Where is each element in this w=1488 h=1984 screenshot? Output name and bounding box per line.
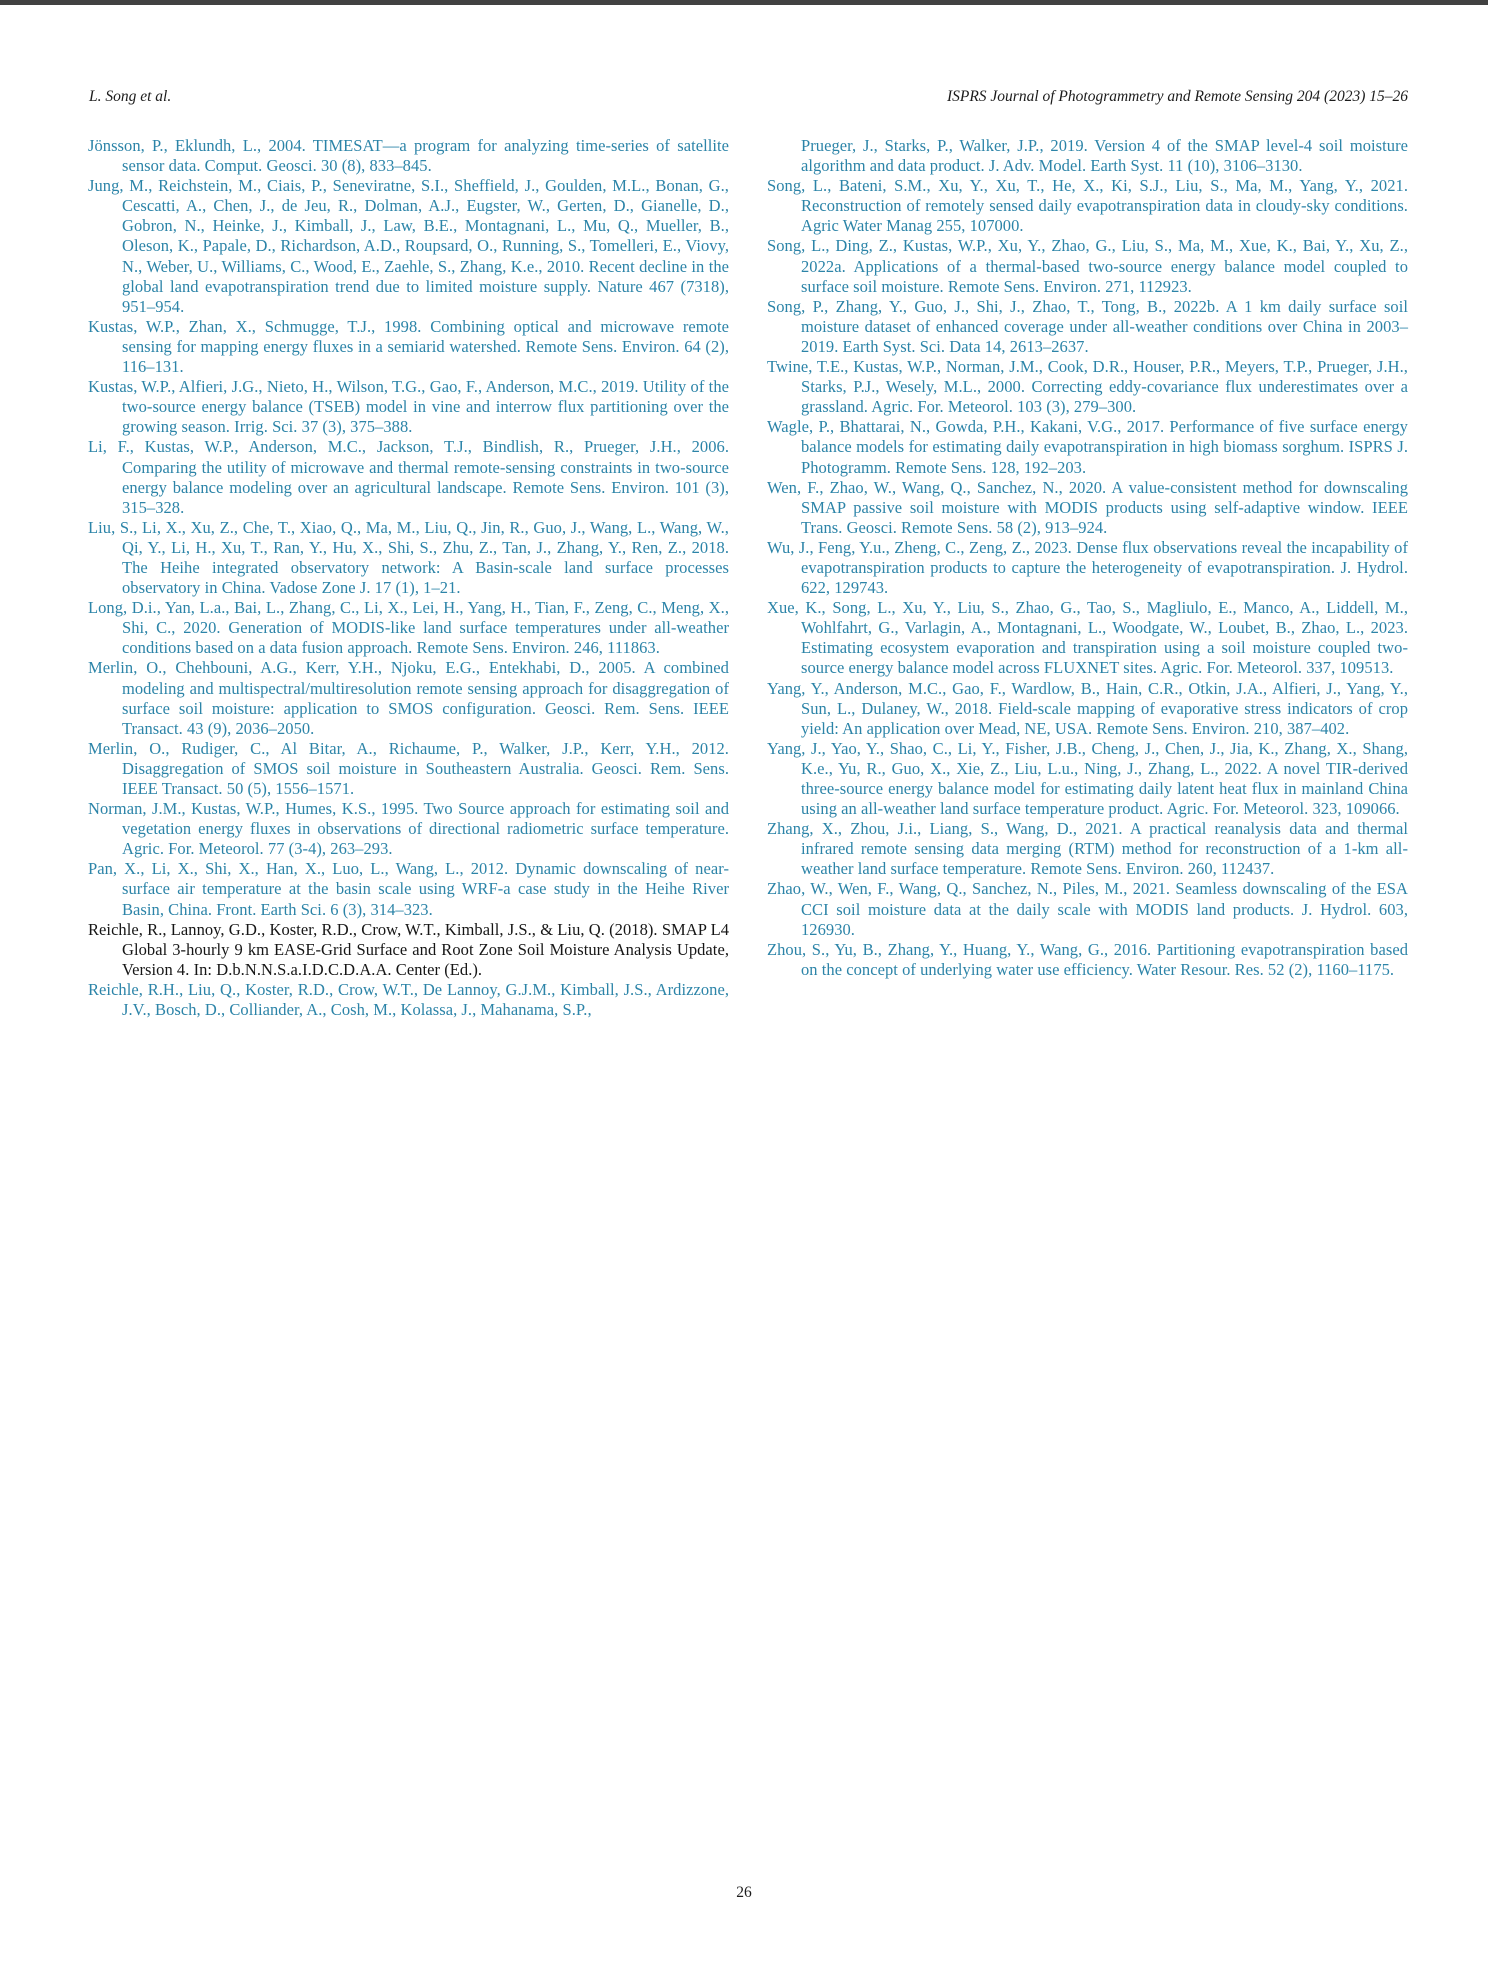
reference-entry[interactable]: Zhao, W., Wen, F., Wang, Q., Sanchez, N., Piles, M., 2021. Seamless downscaling of the ESA CCI soil moisture data at the daily scale with MODIS land products. J. Hydrol. 603, 126930. bbox=[767, 879, 1408, 939]
reference-entry[interactable]: Li, F., Kustas, W.P., Anderson, M.C., Jackson, T.J., Bindlish, R., Prueger, J.H., 2006. Comparing the utility of microwave and thermal remote-sensing constraints in two-source energy balance modeling over an agricultural landscape. Remote Sens. Environ. 101 (3), 315–328. bbox=[88, 437, 729, 517]
reference-entry[interactable]: Kustas, W.P., Zhan, X., Schmugge, T.J., 1998. Combining optical and microwave remote sensing for mapping energy fluxes in a semiarid watershed. Remote Sens. Environ. 64 (2), 116–131. bbox=[88, 316, 729, 377]
page-top-border bbox=[0, 0, 1488, 5]
reference-entry[interactable]: Norman, J.M., Kustas, W.P., Humes, K.S., 1995. Two Source approach for estimating soil and vegetation energy fluxes in observations of directional radiometric surface temperature. Agric. For. Meteorol. 77 (3-4), 263–293. bbox=[88, 799, 729, 859]
page-number: 26 bbox=[736, 1884, 752, 1901]
reference-entry[interactable]: Wagle, P., Bhattarai, N., Gowda, P.H., Kakani, V.G., 2017. Performance of five surface energy balance models for estimating daily evapotranspiration in high biomass sorghum. ISPRS J. Photogramm. Remote Sens. 128, 192–203. bbox=[767, 417, 1408, 477]
running-head-authors: L. Song et al. bbox=[89, 88, 172, 105]
reference-entry[interactable]: Song, P., Zhang, Y., Guo, J., Shi, J., Zhao, T., Tong, B., 2022b. A 1 km daily surface soil moisture dataset of enhanced coverage under all-weather conditions over China in 2003–2019. Earth Syst. Sci. Data 14, 2613–2637. bbox=[767, 296, 1408, 356]
reference-entry[interactable]: Wen, F., Zhao, W., Wang, Q., Sanchez, N., 2020. A value-consistent method for downscaling SMAP passive soil moisture with MODIS products using self-adaptive window. IEEE Trans. Geosci. Remote Sens. 58 (2), 913–924. bbox=[767, 477, 1408, 537]
reference-entry[interactable]: Jung, M., Reichstein, M., Ciais, P., Seneviratne, S.I., Sheffield, J., Goulden, M.L., Bonan, G., Cescatti, A., Chen, J., de Jeu, R., Dolman, A.J., Eugster, W., Gerten, D., Gianelle, D., Gobron, N., Heinke, J., Kimball, J., Law, B.E., Montagnani, L., Mu, Q., Mueller, B., Oleson, K., Papale, D., Richardson, A.D., Roupsard, O., Running, S., Tomelleri, E., Viovy, N., Weber, U., Williams, C., Wood, E., Zaehle, S., Zhang, K.e., 2010. Recent decline in the global land evapotranspiration trend due to limited moisture supply. Nature 467 (7318), 951–954. bbox=[88, 176, 729, 316]
reference-entry[interactable]: Long, D.i., Yan, L.a., Bai, L., Zhang, C., Li, X., Lei, H., Yang, H., Tian, F., Zeng, C., Meng, X., Shi, C., 2020. Generation of MODIS-like land surface temperatures under all-weather conditions based on a data fusion approach. Remote Sens. Environ. 246, 111863. bbox=[88, 598, 729, 658]
reference-entry[interactable]: Song, L., Bateni, S.M., Xu, Y., Xu, T., He, X., Ki, S.J., Liu, S., Ma, M., Yang, Y., 2021. Reconstruction of remotely sensed daily evapotranspiration data in cloudy-sky conditions. Agric Water Manag 255, 107000. bbox=[767, 176, 1408, 236]
reference-entry[interactable]: Jönsson, P., Eklundh, L., 2004. TIMESAT—a program for analyzing time-series of satellite sensor data. Comput. Geosci. 30 (8), 833–845. bbox=[88, 136, 729, 176]
reference-entry[interactable]: Merlin, O., Rudiger, C., Al Bitar, A., Richaume, P., Walker, J.P., Kerr, Y.H., 2012. Disaggregation of SMOS soil moisture in Southeastern Australia. Geosci. Rem. Sens. IEEE Transact. 50 (5), 1556–1571. bbox=[88, 738, 729, 798]
reference-entry[interactable]: Liu, S., Li, X., Xu, Z., Che, T., Xiao, Q., Ma, M., Liu, Q., Jin, R., Guo, J., Wang, L., Wang, W., Qi, Y., Li, H., Xu, T., Ran, Y., Hu, X., Shi, S., Zhu, Z., Tan, J., Zhang, Y., Ren, Z., 2018. The Heihe integrated observatory network: A Basin-scale land surface processes observatory in China. Vadose Zone J. 17 (1), 1–21. bbox=[88, 517, 729, 598]
reference-entry[interactable]: Zhang, X., Zhou, J.i., Liang, S., Wang, D., 2021. A practical reanalysis data and thermal infrared remote sensing data merging (RTM) method for reconstruction of a 1-km all-weather land surface temperature. Remote Sens. Environ. 260, 112437. bbox=[767, 819, 1408, 879]
reference-entry[interactable]: Song, L., Ding, Z., Kustas, W.P., Xu, Y., Zhao, G., Liu, S., Ma, M., Xue, K., Bai, Y., Xu, Z., 2022a. Applications of a thermal-based two-source energy balance model coupled to surface soil moisture. Remote Sens. Environ. 271, 112923. bbox=[767, 236, 1408, 296]
running-head bbox=[89, 88, 1408, 106]
reference-entry[interactable]: Prueger, J., Starks, P., Walker, J.P., 2019. Version 4 of the SMAP level-4 soil moisture algorithm and data product. J. Adv. Model. Earth Syst. 11 (10), 3106–3130. bbox=[801, 136, 1408, 176]
reference-entry[interactable]: Kustas, W.P., Alfieri, J.G., Nieto, H., Wilson, T.G., Gao, F., Anderson, M.C., 2019. Utility of the two-source energy balance (TSEB) model in vine and interrow flux partitioning over the growing season. Irrig. Sci. 37 (3), 375–388. bbox=[88, 377, 729, 437]
reference-entry[interactable]: Twine, T.E., Kustas, W.P., Norman, J.M., Cook, D.R., Houser, P.R., Meyers, T.P., Prueger, J.H., Starks, P.J., Wesely, M.L., 2000. Correcting eddy-covariance flux underestimates over a grassland. Agric. For. Meteorol. 103 (3), 279–300. bbox=[767, 357, 1408, 417]
reference-entry: Reichle, R., Lannoy, G.D., Koster, R.D., Crow, W.T., Kimball, J.S., & Liu, Q. (2018). SMAP L4 Global 3-hourly 9 km EASE-Grid Surface and Root Zone Soil Moisture Analysis Update, Version 4. In: D.b.N.N.S.a.I.D.C.D.A.A. Center (Ed.). bbox=[88, 919, 729, 979]
reference-entry[interactable]: Zhou, S., Yu, B., Zhang, Y., Huang, Y., Wang, G., 2016. Partitioning evapotranspiration based on the concept of underlying water use efficiency. Water Resour. Res. 52 (2), 1160–1175. bbox=[767, 939, 1408, 979]
reference-entry[interactable]: Reichle, R.H., Liu, Q., Koster, R.D., Crow, W.T., De Lannoy, G.J.M., Kimball, J.S., Ardizzone, J.V., Bosch, D., Colliander, A., Cosh, M., Kolassa, J., Mahanama, S.P., bbox=[88, 979, 729, 1020]
reference-entry[interactable]: Merlin, O., Chehbouni, A.G., Kerr, Y.H., Njoku, E.G., Entekhabi, D., 2005. A combined modeling and multispectral/multiresolution remote sensing approach for disaggregation of surface soil moisture: application to SMOS configuration. Geosci. Rem. Sens. IEEE Transact. 43 (9), 2036–2050. bbox=[88, 658, 729, 738]
reference-entry[interactable]: Yang, J., Yao, Y., Shao, C., Li, Y., Fisher, J.B., Cheng, J., Chen, J., Jia, K., Zhang, X., Shang, K.e., Yu, R., Guo, X., Xie, Z., Liu, L.u., Ning, J., Zhang, L., 2022. A novel TIR-derived three-source energy balance model for estimating daily latent heat flux in mainland China using an all-weather land surface temperature product. Agric. For. Meteorol. 323, 109066. bbox=[767, 738, 1408, 819]
references-column-left bbox=[88, 136, 729, 1020]
reference-entry[interactable]: Pan, X., Li, X., Shi, X., Han, X., Luo, L., Wang, L., 2012. Dynamic downscaling of near-surface air temperature at the basin scale using WRF-a case study in the Heihe River Basin, China. Front. Earth Sci. 6 (3), 314–323. bbox=[88, 859, 729, 919]
running-head-journal: ISPRS Journal of Photogrammetry and Remote Sensing 204 (2023) 15–26 bbox=[946, 88, 1408, 105]
reference-entry[interactable]: Xue, K., Song, L., Xu, Y., Liu, S., Zhao, G., Tao, S., Magliulo, E., Manco, A., Liddell, M., Wohlfahrt, G., Varlagin, A., Montagnani, L., Woodgate, W., Loubet, B., Zhao, L., 2023. Estimating ecosystem evaporation and transpiration using a soil moisture coupled two-source energy balance model across FLUXNET sites. Agric. For. Meteorol. 337, 109513. bbox=[767, 598, 1408, 678]
reference-entry[interactable]: Wu, J., Feng, Y.u., Zheng, C., Zeng, Z., 2023. Dense flux observations reveal the incapability of evapotranspiration products to capture the heterogeneity of evapotranspiration. J. Hydrol. 622, 129743. bbox=[767, 537, 1408, 598]
references-column-right bbox=[767, 136, 1408, 980]
reference-entry[interactable]: Yang, Y., Anderson, M.C., Gao, F., Wardlow, B., Hain, C.R., Otkin, J.A., Alfieri, J., Yang, Y., Sun, L., Dulaney, W., 2018. Field-scale mapping of evaporative stress indicators of crop yield: An application over Mead, NE, USA. Remote Sens. Environ. 210, 387–402. bbox=[767, 678, 1408, 738]
